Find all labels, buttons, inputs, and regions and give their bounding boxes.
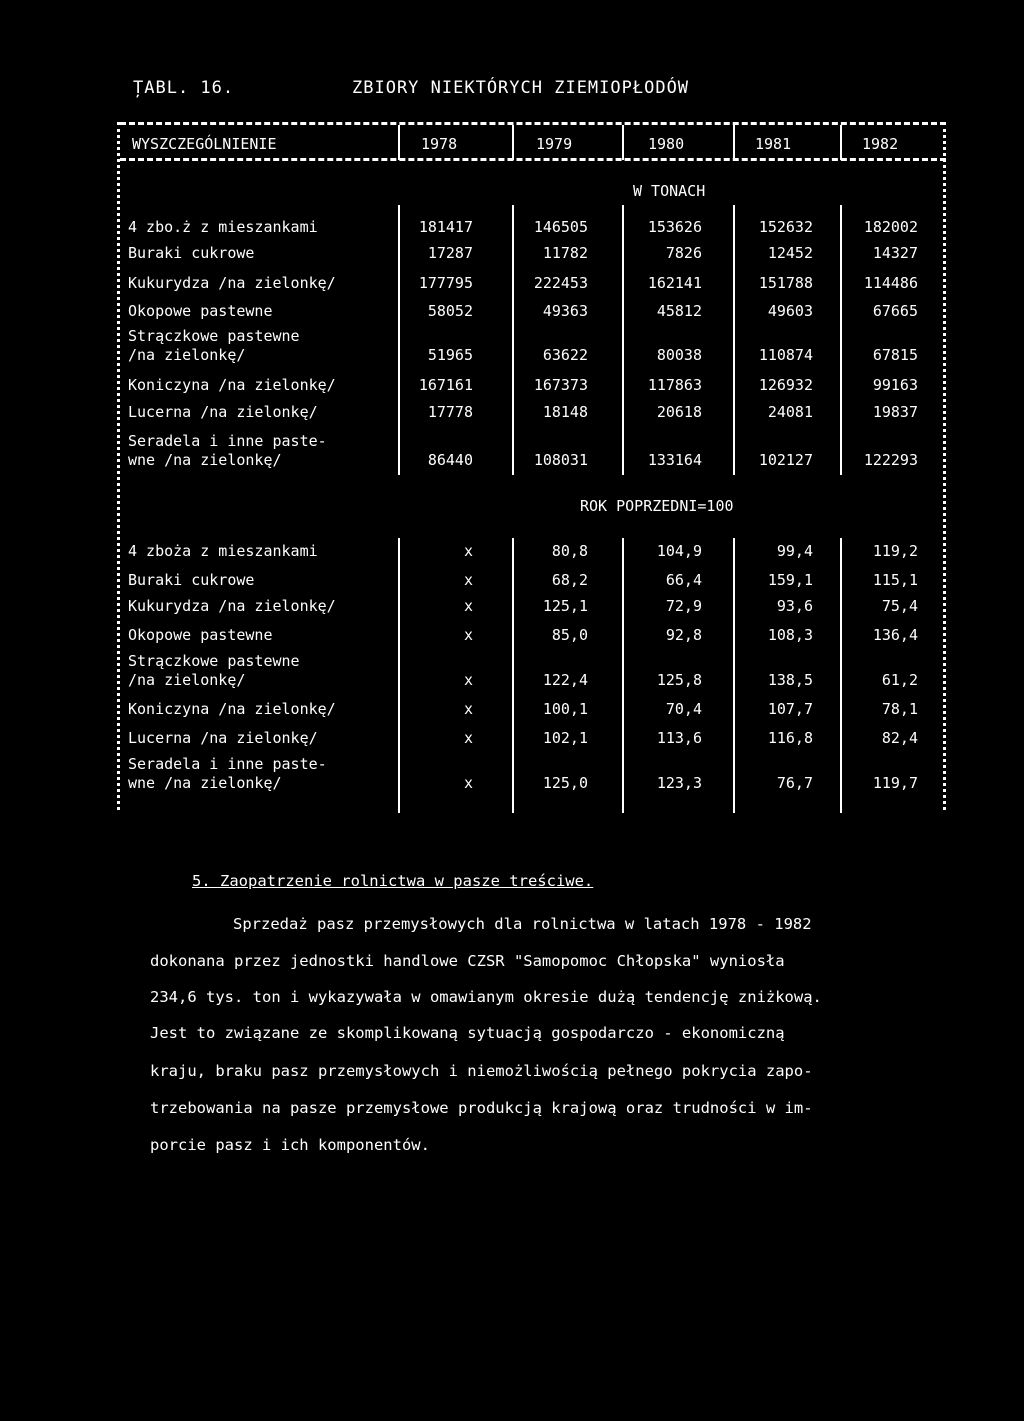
cell-value: x (463, 700, 473, 718)
cell-value: 119,7 (872, 774, 918, 792)
cell-value: 177795 (418, 274, 473, 292)
cell-value: 126932 (758, 376, 813, 394)
column-separator (398, 538, 400, 813)
section-label-index: ROK POPRZEDNI=100 (580, 497, 734, 515)
row-label: Seradela i inne paste- wne /na zielonkę/ (128, 432, 327, 469)
cell-value: 136,4 (872, 626, 918, 644)
cell-value: 58052 (427, 302, 473, 320)
row-label: Strączkowe pastewne /na zielonkę/ (128, 652, 300, 689)
cell-value: 17778 (427, 403, 473, 421)
cell-value: 133164 (647, 451, 702, 469)
cell-value: 125,0 (542, 774, 588, 792)
cell-value: 146505 (533, 218, 588, 236)
cell-value: 159,1 (767, 571, 813, 589)
year-header-1978: 1978 (421, 135, 458, 153)
paragraph-line: Jest to związane ze skomplikowaną sytuacją gospodarczo - ekonomiczną (150, 1024, 785, 1042)
year-header-1979: 1979 (536, 135, 573, 153)
row-label: Lucerna /na zielonkę/ (128, 403, 318, 421)
table-right-border (943, 122, 946, 810)
cell-value: x (463, 774, 473, 792)
cell-value: 125,8 (656, 671, 702, 689)
cell-value: x (463, 597, 473, 615)
cell-value: 18148 (542, 403, 588, 421)
cell-value: 117863 (647, 376, 702, 394)
row-label: Kukurydza /na zielonkę/ (128, 274, 336, 292)
paragraph-line: Sprzedaż pasz przemysłowych dla rolnictwa w latach 1978 - 1982 (233, 915, 812, 933)
column-separator (840, 125, 842, 160)
cell-value: 85,0 (551, 626, 588, 644)
cell-value: 45812 (656, 302, 702, 320)
cell-value: 61,2 (881, 671, 918, 689)
cell-value: 153626 (647, 218, 702, 236)
table-top-border (120, 122, 946, 125)
paragraph-line: porcie pasz i ich komponentów. (150, 1136, 430, 1154)
cell-value: 80,8 (551, 542, 588, 560)
cell-value: 122,4 (542, 671, 588, 689)
cell-value: 152632 (758, 218, 813, 236)
cell-value: 113,6 (656, 729, 702, 747)
cell-value: 7826 (665, 244, 702, 262)
cell-value: x (463, 571, 473, 589)
cell-value: 122293 (863, 451, 918, 469)
paragraph-line: trzebowania na pasze przemysłowe produkcją krajową oraz trudności w im- (150, 1099, 813, 1117)
cell-value: 125,1 (542, 597, 588, 615)
cell-value: 222453 (533, 274, 588, 292)
cell-value: 67665 (872, 302, 918, 320)
row-label: Buraki cukrowe (128, 571, 255, 589)
cell-value: 107,7 (767, 700, 813, 718)
table-title: ZBIORY NIEKTÓRYCH ZIEMIOPŁODÓW (352, 78, 690, 98)
cell-value: 67815 (872, 346, 918, 364)
cell-value: 162141 (647, 274, 702, 292)
column-header-label: WYSZCZEGÓLNIENIE (132, 135, 277, 153)
row-label: 4 zboża z mieszankami (128, 542, 318, 560)
column-separator (733, 125, 735, 160)
cell-value: 93,6 (776, 597, 813, 615)
year-header-1982: 1982 (862, 135, 899, 153)
cell-value: 108031 (533, 451, 588, 469)
cell-value: 138,5 (767, 671, 813, 689)
row-label: Koniczyna /na zielonkę/ (128, 376, 336, 394)
cell-value: x (463, 729, 473, 747)
cell-value: 100,1 (542, 700, 588, 718)
cell-value: 51965 (427, 346, 473, 364)
column-separator (840, 538, 842, 813)
cell-value: 108,3 (767, 626, 813, 644)
cell-value: 49603 (767, 302, 813, 320)
header-bottom-border (120, 158, 946, 161)
column-separator (398, 205, 400, 475)
cell-value: 167161 (418, 376, 473, 394)
cell-value: 11782 (542, 244, 588, 262)
row-label: Okopowe pastewne (128, 302, 273, 320)
row-label: Strączkowe pastewne /na zielonkę/ (128, 327, 300, 364)
cell-value: 49363 (542, 302, 588, 320)
paragraph-line: 234,6 tys. ton i wykazywała w omawianym okresie dużą tendencję zniżkową. (150, 988, 822, 1006)
cell-value: 167373 (533, 376, 588, 394)
column-separator (622, 125, 624, 160)
cell-value: 17287 (427, 244, 473, 262)
column-separator (512, 125, 514, 160)
cell-value: 99163 (872, 376, 918, 394)
cell-value: 114486 (863, 274, 918, 292)
cell-value: x (463, 671, 473, 689)
cell-value: 104,9 (656, 542, 702, 560)
cell-value: 12452 (767, 244, 813, 262)
cell-value: 110874 (758, 346, 813, 364)
row-label: Buraki cukrowe (128, 244, 255, 262)
column-separator (398, 125, 400, 160)
section-heading: 5. Zaopatrzenie rolnictwa w pasze treściwe. (192, 872, 594, 890)
cell-value: 70,4 (665, 700, 702, 718)
table-left-border (117, 122, 120, 810)
cell-value: 75,4 (881, 597, 918, 615)
cell-value: 82,4 (881, 729, 918, 747)
cell-value: 102,1 (542, 729, 588, 747)
column-separator (733, 205, 735, 475)
section-label-tons: W TONACH (633, 182, 706, 200)
cell-value: 76,7 (776, 774, 813, 792)
cell-value: 68,2 (551, 571, 588, 589)
cell-value: 182002 (863, 218, 918, 236)
cell-value: 78,1 (881, 700, 918, 718)
cell-value: 20618 (656, 403, 702, 421)
cell-value: 119,2 (872, 542, 918, 560)
column-separator (733, 538, 735, 813)
column-separator (622, 538, 624, 813)
year-header-1980: 1980 (648, 135, 685, 153)
cell-value: x (463, 542, 473, 560)
row-label: Koniczyna /na zielonkę/ (128, 700, 336, 718)
cell-value: 116,8 (767, 729, 813, 747)
cell-value: 80038 (656, 346, 702, 364)
cell-value: 86440 (427, 451, 473, 469)
cell-value: 66,4 (665, 571, 702, 589)
column-separator (840, 205, 842, 475)
cell-value: 72,9 (665, 597, 702, 615)
cell-value: 99,4 (776, 542, 813, 560)
cell-value: x (463, 626, 473, 644)
cell-value: 102127 (758, 451, 813, 469)
cell-value: 123,3 (656, 774, 702, 792)
paragraph-line: kraju, braku pasz przemysłowych i niemożliwością pełnego pokrycia zapo- (150, 1062, 813, 1080)
cell-value: 115,1 (872, 571, 918, 589)
row-label: Kukurydza /na zielonkę/ (128, 597, 336, 615)
table-number: ȚABL. 16. (133, 78, 235, 98)
year-header-1981: 1981 (755, 135, 792, 153)
cell-value: 181417 (418, 218, 473, 236)
cell-value: 63622 (542, 346, 588, 364)
cell-value: 151788 (758, 274, 813, 292)
row-label: Lucerna /na zielonkę/ (128, 729, 318, 747)
column-separator (512, 538, 514, 813)
row-label: 4 zbo.ż z mieszankami (128, 218, 318, 236)
column-separator (512, 205, 514, 475)
cell-value: 14327 (872, 244, 918, 262)
paragraph-line: dokonana przez jednostki handlowe CZSR "Samopomoc Chłopska" wyniosła (150, 952, 785, 970)
row-label: Seradela i inne paste- wne /na zielonkę/ (128, 755, 327, 792)
cell-value: 92,8 (665, 626, 702, 644)
column-separator (622, 205, 624, 475)
row-label: Okopowe pastewne (128, 626, 273, 644)
cell-value: 19837 (872, 403, 918, 421)
cell-value: 24081 (767, 403, 813, 421)
